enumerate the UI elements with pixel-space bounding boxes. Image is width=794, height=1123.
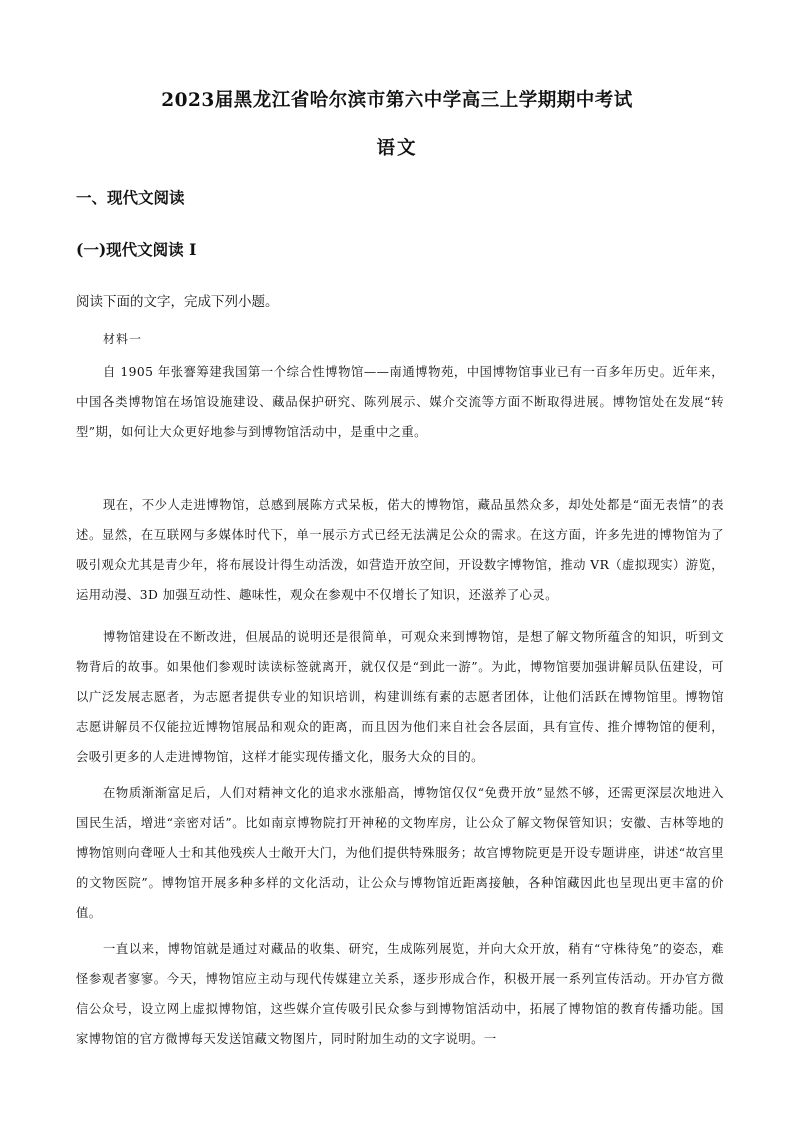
paragraph: 在物质渐渐富足后，人们对精神文化的追求水涨船高，博物馆仅仅“免费开放”显然不够，还需更深层次地进入国民生活，增进“亲密对话”。比如南京博物院打开神秘的文物库房，让公众了解文物保管知识；安徽、吉林等地的博物馆则向聋哑人士和其他残疾人士敞开大门，为他们提供特殊服务；故宫博物院更是开设专题讲座，讲述“故宫里的文物医院”。博物馆开展多种多样的文化活动，让公众与博物馆近距离接触，各种馆藏因此也呈现出更丰富的价值。	[76, 786, 724, 920]
exam-title: 2023届黑龙江省哈尔滨市第六中学高三上学期期中考试	[161, 90, 633, 111]
subsection-heading: (一)现代文阅读 I	[76, 240, 197, 259]
paragraph: 一直以来，博物馆就是通过对藏品的收集、研究，生成陈列展览，并向大众开放，稍有“守株待兔”的姿态，难怪参观者寥寥。今天，博物馆应主动与现代传媒建立关系，逐步形成合作，积极开展一系列宣传活动。开办官方微信公众号，设立网上虚拟博物馆，这些媒介宣传吸引民众参与到博物馆活动中，拓展了博物馆的教育传播功能。国家博物馆的官方微博每天发送馆藏文物图片，同时附加生动的文字说明。一	[76, 942, 724, 1046]
material-label: 材料一	[103, 332, 143, 346]
section-heading: 一、现代文阅读	[76, 188, 185, 207]
subject-title: 语文	[376, 138, 418, 159]
reading-instruction: 阅读下面的文字，完成下列小题。	[76, 294, 279, 310]
paragraph: 博物馆建设在不断改进，但展品的说明还是很简单，可观众来到博物馆，是想了解文物所蕴含的知识，听到文物背后的故事。如果他们参观时读读标签就离开，就仅仅是“到此一游”。为此，博物馆要加强讲解员队伍建设，可以广泛发展志愿者，为志愿者提供专业的知识培训，构建训练有素的志愿者团体，让他们活跃在博物馆里。博物馆志愿讲解员不仅能拉近博物馆展品和观众的距离，而且因为他们来自社会各层面，具有宣传、推介博物馆的便利，会吸引更多的人走进博物馆，这样才能实现传播文化，服务大众的目的。	[76, 630, 724, 764]
paragraph: 现在，不少人走进博物馆，总感到展陈方式呆板，偌大的博物馆，藏品虽然众多，却处处都是“面无表情”的表述。显然，在互联网与多媒体时代下，单一展示方式已经无法满足公众的需求。在这方面，许多先进的博物馆为了吸引观众尤其是青少年，将布展设计得生动活泼，如营造开放空间，开设数字博物馆，推动 VR（虚拟现实）游览，运用动漫、3D 加强互动性、趣味性，观众在参观中不仅增长了知识，还滋养了心灵。	[76, 498, 724, 602]
paragraph: 自 1905 年张謇筹建我国第一个综合性博物馆——南通博物苑，中国博物馆事业已有一百多年历史。近年来，中国各类博物馆在场馆设施建设、藏品保护研究、陈列展示、媒介交流等方面不断取得进展。博物馆处在发展“转型”期，如何让大众更好地参与到博物馆活动中，是重中之重。	[76, 365, 724, 439]
